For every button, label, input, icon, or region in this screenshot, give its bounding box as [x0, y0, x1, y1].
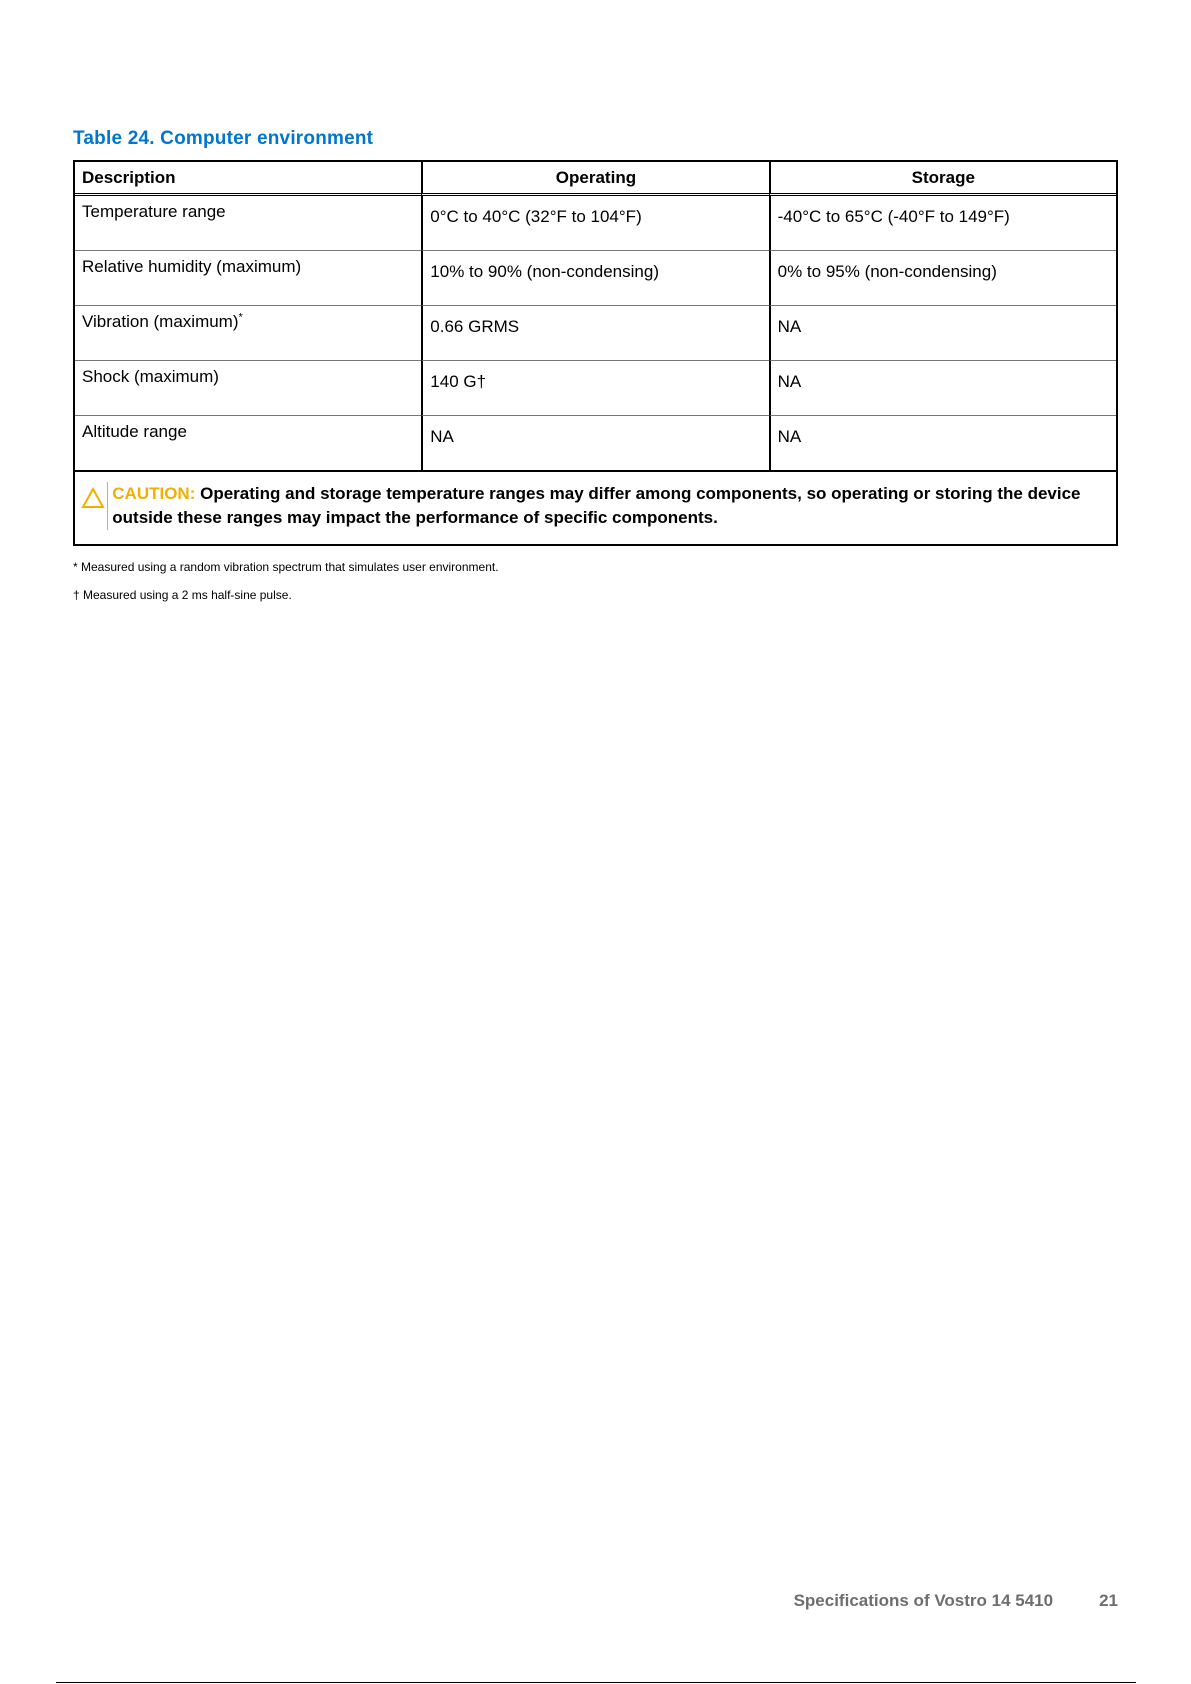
caution-row	[75, 470, 1116, 544]
caution-note	[81, 482, 1106, 530]
page-content	[73, 128, 1118, 602]
footnote-marker: *	[238, 311, 243, 324]
storage-value: -40°C to 65°C (-40°F to 149°F)	[769, 196, 1116, 250]
row-label: Shock (maximum)	[75, 360, 421, 415]
caution-divider	[107, 482, 108, 530]
caution-cell	[75, 470, 1116, 544]
footnote-shock: † Measured using a 2 ms half-sine pulse.	[73, 588, 292, 602]
row-label: Altitude range	[75, 415, 421, 470]
footnote-vibration: * Measured using a random vibration spectrum that simulates user environment.	[73, 560, 499, 574]
column-header-description: Description	[75, 162, 421, 196]
footer-title: Specifications of Vostro 14 5410	[793, 1591, 1054, 1610]
page-footer	[794, 1591, 1118, 1611]
caution-triangle-icon	[81, 487, 105, 514]
caution-text-block	[112, 482, 1106, 530]
table-row	[75, 360, 1116, 415]
row-label: Temperature range	[82, 202, 226, 221]
table-header-row	[75, 162, 1116, 196]
operating-value: 0°C to 40°C (32°F to 104°F)	[421, 196, 768, 250]
computer-environment-table	[73, 160, 1118, 546]
row-label: Relative humidity (maximum)	[75, 250, 421, 305]
operating-value: 140 G†	[421, 360, 768, 415]
page-number: 21	[1099, 1591, 1118, 1610]
bottom-divider	[56, 1682, 1136, 1683]
storage-value: NA	[769, 360, 1116, 415]
table-row	[75, 250, 1116, 305]
column-header-operating: Operating	[421, 162, 768, 196]
operating-value: NA	[421, 415, 768, 470]
table-row	[75, 415, 1116, 470]
operating-value: 0.66 GRMS	[421, 305, 768, 360]
table-row	[75, 305, 1116, 360]
operating-value: 10% to 90% (non-condensing)	[421, 250, 768, 305]
storage-value: NA	[769, 305, 1116, 360]
table-title: Table 24. Computer environment	[73, 128, 374, 149]
caution-message: Operating and storage temperature ranges may differ among components, so operating or storing the device outside these ranges may impact the performance of specific components.	[112, 484, 1081, 527]
row-label-cell	[75, 305, 421, 360]
table-row	[75, 196, 1116, 250]
row-label: Vibration (maximum)	[82, 312, 239, 331]
caution-label: CAUTION:	[112, 484, 196, 503]
storage-value: NA	[769, 415, 1116, 470]
column-header-storage: Storage	[769, 162, 1116, 196]
storage-value: 0% to 95% (non-condensing)	[769, 250, 1116, 305]
